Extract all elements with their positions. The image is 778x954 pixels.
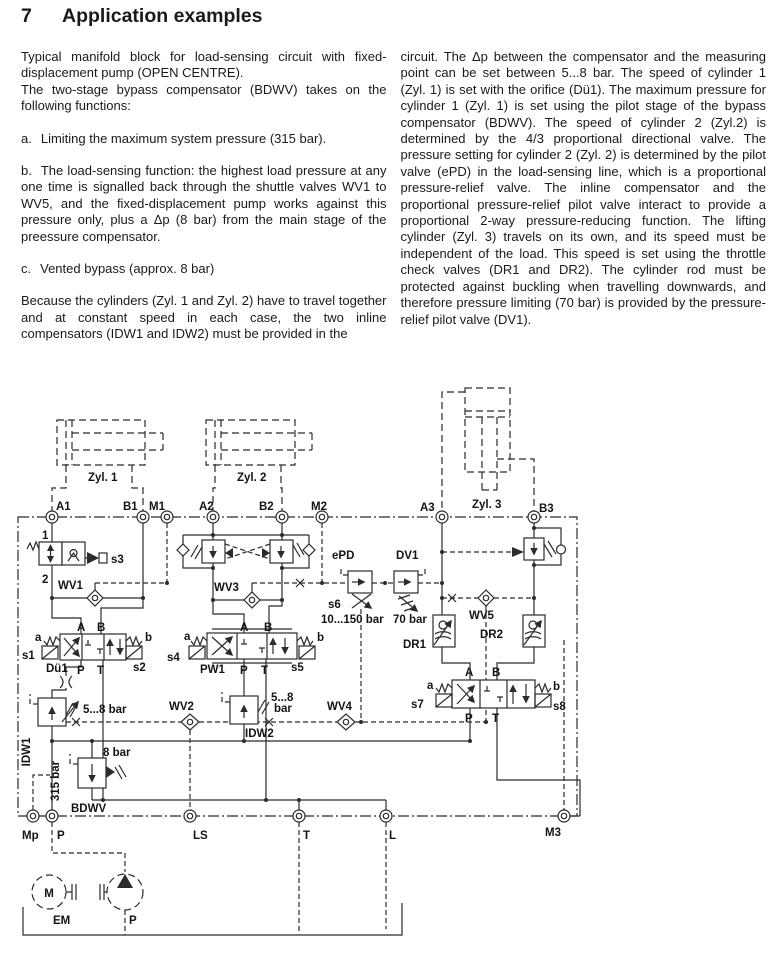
valve-epd: [321, 550, 394, 626]
label-wv1: WV1: [58, 580, 83, 592]
label-v3-A: A: [465, 667, 474, 679]
valve-2-2-s3: [27, 530, 124, 586]
shuttle-wv1: [58, 580, 103, 606]
label-du1: Dü1: [46, 663, 68, 675]
section-number: 7: [21, 5, 32, 27]
section1-lines: [52, 523, 167, 810]
tank-rail: [92, 800, 386, 810]
label-port-m1: M1: [149, 501, 165, 513]
label-dv1: DV1: [396, 550, 419, 562]
label-port-b3: B3: [539, 503, 554, 515]
mp-measuring-line: [33, 775, 50, 810]
label-s4: s4: [167, 652, 180, 664]
label-v1-T: T: [97, 665, 105, 677]
pump-motor-group: [23, 822, 402, 935]
label-s3: s3: [111, 554, 124, 566]
shuttle-wv2: [181, 714, 199, 730]
label-port-l: L: [389, 830, 397, 842]
page-title: Application examples: [62, 5, 263, 27]
label-idw1-pressure: 5...8 bar: [83, 704, 127, 716]
cylinder-zyl2: [206, 420, 312, 511]
section2-compensators: [177, 523, 315, 633]
label-zyl1: Zyl. 1: [88, 472, 118, 484]
label-wv2: WV2: [169, 701, 194, 713]
label-port-m3: M3: [545, 827, 561, 839]
paragraph-intro-1: Typical manifold block for load-sensing circuit with fixed-displacement pump (OPEN CENTRE).: [21, 49, 387, 81]
list-item-c: c. Vented bypass (approx. 8 bar): [21, 261, 215, 277]
label-port-ls: LS: [193, 830, 208, 842]
label-b2-solenoid-side: b: [317, 632, 325, 644]
counterbalance-valve-b3: [512, 538, 556, 560]
tank-line: [23, 903, 402, 935]
list-item-b: b. The load-sensing function: the highest load pressure at any one time is signalled back through the shuttle valves WV1 to WV5, and the fixed-displacement pump works against this pressure only, plus a Δp (8 bar) from the main stage of the preessure compensator.: [21, 163, 387, 244]
label-a2-solenoid-side: a: [184, 631, 191, 643]
label-port-m2: M2: [311, 501, 327, 513]
label-pump-p: P: [129, 915, 137, 927]
label-v2-P: P: [240, 665, 248, 677]
label-v2-A: A: [240, 622, 249, 634]
label-v3-T: T: [492, 713, 500, 725]
label-v2-T: T: [261, 665, 269, 677]
label-port-a1: A1: [56, 501, 71, 513]
label-port-p: P: [57, 830, 65, 842]
paragraph-intro-2: The two-stage bypass compensator (BDWV) takes on the following functions:: [21, 81, 387, 114]
label-wv5: WV5: [469, 610, 494, 622]
paragraph-because: Because the cylinders (Zyl. 1 and Zyl. 2) have to travel together and at constant speed in each case, the two inline compensators (IDW1 and IDW2) must be provided in the: [21, 293, 387, 342]
label-s7: s7: [411, 699, 424, 711]
label-pw1: PW1: [200, 664, 225, 676]
label-dr1: DR1: [403, 639, 427, 651]
compensator-bdwv: [50, 741, 131, 815]
label-port-b1: B1: [123, 501, 138, 513]
label-epd-range: 10...150 bar: [321, 614, 384, 626]
label-s6: s6: [328, 599, 341, 611]
label-wv4: WV4: [327, 701, 352, 713]
label-bdwv: BDWV: [71, 803, 107, 815]
label-zyl2: Zyl. 2: [237, 472, 267, 484]
label-dv1-range: 70 bar: [393, 614, 427, 626]
list-item-a: a. Limiting the maximum system pressure (315 bar).: [21, 130, 327, 146]
label-idw2-pressure-2: bar: [274, 703, 292, 715]
section3-lines: [442, 523, 580, 816]
label-port-b2: B2: [259, 501, 274, 513]
label-em: EM: [53, 915, 71, 927]
shuttle-wv4: [337, 714, 355, 730]
cylinder-zyl3: [442, 388, 534, 511]
label-zyl3: Zyl. 3: [472, 499, 502, 511]
label-v2-B: B: [264, 622, 273, 634]
label-idw1: IDW1: [21, 737, 33, 767]
label-s1: s1: [22, 650, 35, 662]
label-idw2-pressure-1: 5...8: [271, 692, 294, 704]
label-v1-P: P: [77, 665, 85, 677]
label-s2: s2: [133, 662, 146, 674]
label-port-a2: A2: [199, 501, 214, 513]
label-idw2: IDW2: [245, 728, 274, 740]
paragraph-circuit: circuit. The Δp between the compensator and the measuring point can be set between 5...8 bar. The speed of cylinder 1 (Zyl. 1) is set with the orifice (Dü1). The maximum pressure for cylinder 1 (Zyl. 1) is set using the pilot stage of the bypass compensator (BDWV). The speed of cylinder 2 (Zyl.2) is determined by the 4/3 proportional directional valve. The pressure setting for cylinder 2 (Zyl. 2) is determined by the pilot valve (ePD) in the load-sensing line, which is a proportional pressure-relief valve. The inline compensator and the proportional pressure-relief pilot valve interact to provide a proportional 2-way pressure-reducing function. The lifting cylinder (Zyl. 3) travels on its own, and its speed must be independent of the load. This speed is set using the throttle check valves (DR1 and DR2). The cylinder rod must be protected against buckling when travelling downwards, and therefore pressure limiting (70 bar) is provided by the pressure-relief pilot valve (DV1).: [400, 49, 766, 327]
shuttle-wv5: [469, 590, 495, 622]
label-wv3: WV3: [214, 582, 239, 594]
label-v3-B: B: [492, 667, 501, 679]
valve-4-3-section3: [411, 667, 566, 725]
label-a3-solenoid-side: a: [427, 680, 434, 692]
label-port-2: 2: [42, 574, 49, 586]
label-epd: ePD: [332, 550, 355, 562]
label-s5: s5: [291, 662, 304, 674]
label-port-mp: Mp: [22, 830, 39, 842]
label-s8: s8: [553, 701, 566, 713]
valve-4-3-section1: [22, 622, 152, 677]
label-port-t: T: [303, 830, 311, 842]
label-dr2: DR2: [480, 629, 504, 641]
label-a1-solenoid-side: a: [35, 632, 42, 644]
label-bdwv-8bar: 8 bar: [103, 747, 131, 759]
label-bdwv-315bar: 315 bar: [50, 760, 62, 802]
label-v3-P: P: [465, 713, 473, 725]
label-v1-A: A: [77, 622, 86, 634]
cylinder-zyl1: [52, 420, 163, 511]
label-port-1: 1: [42, 530, 49, 542]
label-port-a3: A3: [420, 502, 435, 514]
label-b3-solenoid-side: b: [553, 681, 561, 693]
label-b1-solenoid-side: b: [145, 632, 153, 644]
label-motor-m: M: [44, 888, 54, 900]
compensator-idw2: [222, 692, 294, 741]
label-v1-B: B: [97, 622, 106, 634]
